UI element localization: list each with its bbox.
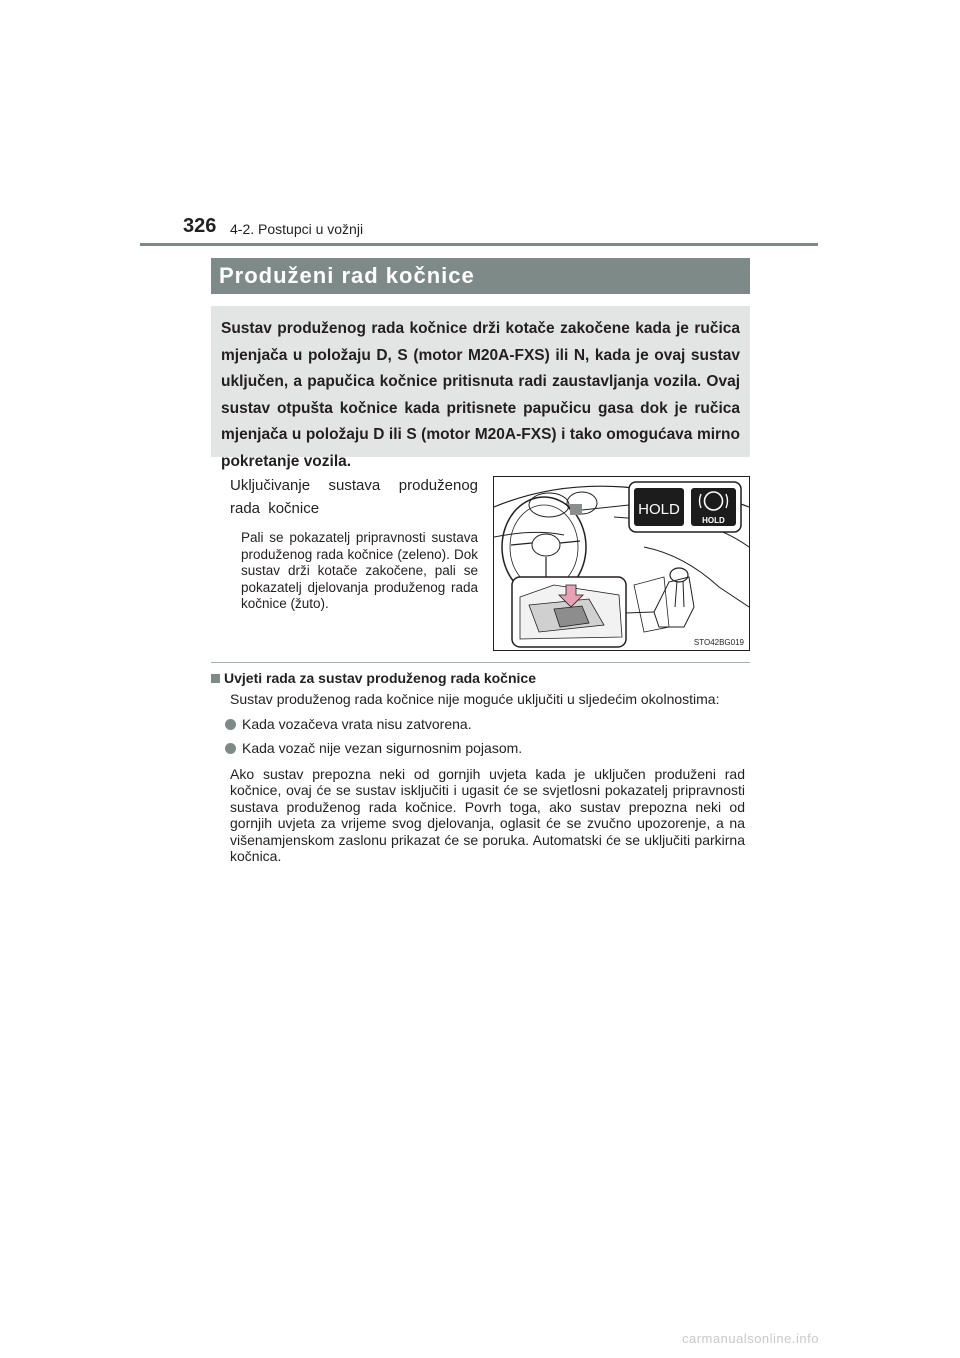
intro-box <box>211 306 750 470</box>
conditions-intro: Sustav produženog rada kočnice nije moguće uključiti u sljedećim okolnostima: <box>230 691 720 707</box>
dashboard-drawing <box>494 477 749 650</box>
header-rule <box>140 243 818 246</box>
page-number: 326 <box>183 215 217 237</box>
dashboard-illustration <box>493 476 750 651</box>
list-item: Kada vozačeva vrata nisu zatvorena. <box>230 716 745 733</box>
chapter-title: 4-2. Postupci u vožnji <box>230 221 364 237</box>
list-item: Kada vozač nije vezan sigurnosnim pojasom. <box>230 740 745 757</box>
bullet-dot-icon <box>225 719 236 730</box>
section-title: Produženi rad kočnice <box>211 258 750 294</box>
conditions-body <box>230 691 745 865</box>
watermark: carmanualsonline.info <box>682 1331 819 1346</box>
figure-code: STO42BG019 <box>693 638 744 647</box>
hold-indicator-text: HOLD <box>638 501 680 518</box>
conditions-title <box>211 670 536 686</box>
activation-block <box>230 474 478 613</box>
hold-icon-text: HOLD <box>702 516 725 525</box>
square-bullet-icon <box>211 674 220 683</box>
conditions-title-text: Uvjeti rada za sustav produženog rada kočnice <box>224 670 536 686</box>
intro-text: Sustav produženog rada kočnice drži kotače zakočene kada je ručica mjenjača u položaju D, S (motor M20A-FXS) ili N, kada je ovaj sustav uključen, a papučica kočnice pritisnuta radi zaustavljanja vozila. Ovaj sustav otpušta kočnice kada pritisnete papučicu gasa dok je ručica mjenjača u položaju D ili S (motor M20A-FXS) i tako omogućava mirno pokretanje vozila. <box>221 320 740 470</box>
activation-heading: Uključivanje sustava produženog rada kočnice <box>230 477 478 517</box>
conditions-after-text: Ako sustav prepozna neki od gornjih uvjeta kada je uključen produženi rad kočnice, ovaj će se sustav isključiti i ugasit će se svjetlosni pokazatelj pripravnosti sustava produženog rada kočnice. Povrh toga, ako sustav prepozna neki od gornjih uvjeta za vrijeme svog djelovanja, oglasit će se zvučno upozorenje, a na višenamjenskom zaslonu prikazat će se poruka. Automatski će se uključiti parkirna kočnica. <box>230 765 745 864</box>
section-rule <box>211 662 750 663</box>
activation-text: Pali se pokazatelj pripravnosti sustava produženog rada kočnice (zeleno). Dok sustav drži kotače zakočene, pali se pokazatelj djelovanja produženog rada kočnice (žuto). <box>241 530 478 611</box>
bullet-dot-icon <box>225 743 236 754</box>
